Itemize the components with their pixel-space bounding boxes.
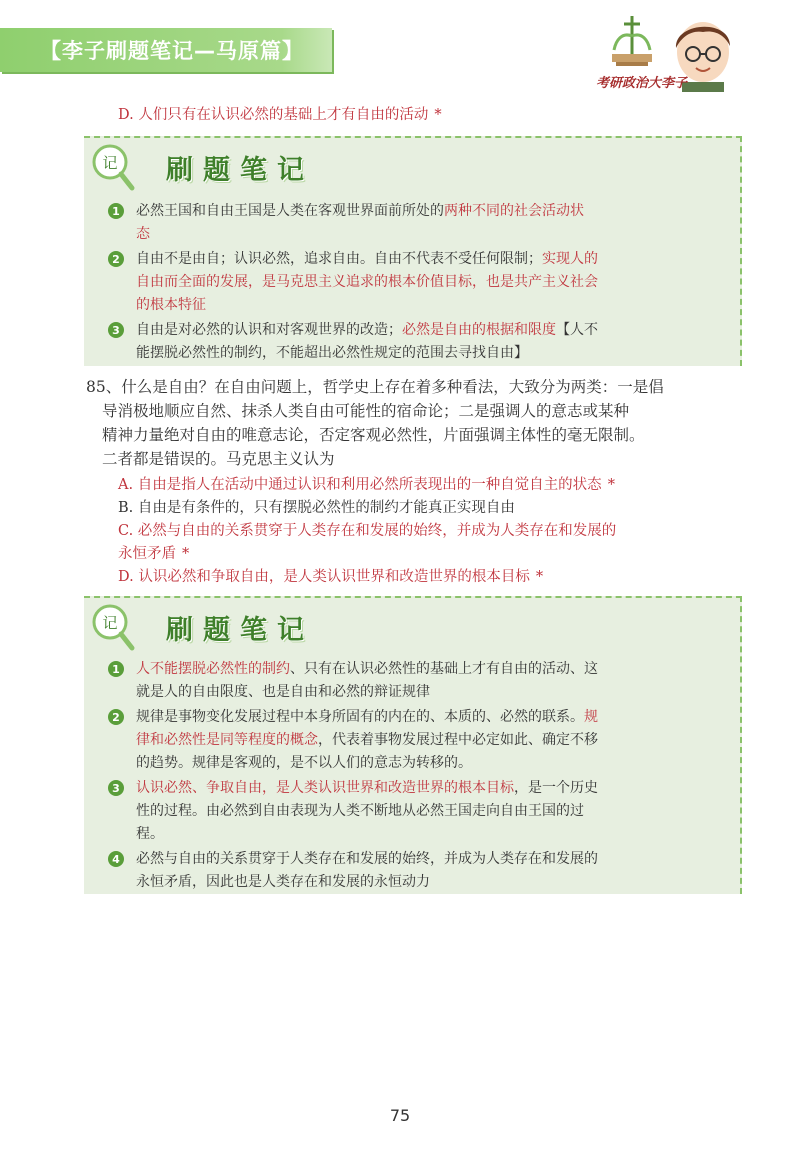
note-text-segment: ，是一个历史 [514,780,598,796]
note-box-1 [84,136,742,366]
q85-stem-line: 85、什么是自由？在自由问题上，哲学史上存在着多种看法，大致分为两类：一是倡 [86,378,664,396]
note-text-segment: ，代表着事物发展过程中必定如此、确定不移 [318,732,598,748]
note-item-line [136,248,598,270]
note-bullet-2: 2 [108,709,124,725]
note-text-segment: 认识必然、争取自由，是人类认识世界和改造世界的根本目标 [136,780,514,796]
answer-star: * [607,477,615,493]
tree-logo-icon [602,10,662,70]
q85-option-d [118,566,543,588]
note-icon-char: 记 [102,614,118,632]
note-item-line [136,729,598,751]
note-item-line [136,200,584,222]
note-bullet-3: 3 [108,322,124,338]
note-item-line [136,752,472,774]
note-bullet-1: 1 [108,661,124,677]
q85-option-c-line1: C. 必然与自由的关系贯穿于人类存在和发展的始终，并成为人类存在和发展的 [118,523,617,539]
q85-option-c-text: 永恒矛盾 [118,546,176,562]
q84-option-d-text: D. 人们只有在认识必然的基础上才有自由的活动 [118,107,429,123]
magnifier-note-icon [88,600,138,654]
note-item-line [136,319,598,341]
note-item-line [136,658,598,680]
page-number: 75 [389,1106,411,1125]
logo-area [596,10,742,98]
note-item-line [136,223,150,245]
note-item-line [136,823,164,845]
note-item-line [136,271,598,293]
note-text-segment: 实现人的 [542,251,598,267]
answer-star: * [182,546,190,562]
note-text-segment: 人不能摆脱必然性的制约 [136,661,290,677]
note-text-segment: 规律是事物变化发展过程中本身所固有的内在的、本质的、必然的联系。 [136,709,584,725]
note-title-row [84,138,740,196]
brand-text: 考研政治大李子 [596,76,688,91]
note-text-segment: 的根本特征 [136,297,206,313]
q85-option-d-text: D. 认识必然和争取自由，是人类认识世界和改造世界的根本目标 [118,569,530,585]
note-text-segment: 性的过程。由必然到自由表现为人类不断地从必然王国走向自由王国的过 [136,803,584,819]
note-text-segment: 规 [584,709,598,725]
q85-stem-line: 导消极地顺应自然、抹杀人类自由可能性的宿命论；二是强调人的意志或某种 [102,402,630,420]
note-icon-char: 记 [102,154,118,172]
note-box-2 [84,596,742,894]
note-title: 刷题笔记 [166,155,314,186]
note-text-segment: 自由而全面的发展，是马克思主义追求的根本价值目标，也是共产主义社会 [136,274,598,290]
note-text-segment: 、只有在认识必然性的基础上才有自由的活动、这 [290,661,598,677]
note-text-segment: 永恒矛盾，因此也是人类存在和发展的永恒动力 [136,874,430,890]
note-item-line [136,681,430,703]
note-item-line [136,871,430,893]
note-bullet-2: 2 [108,251,124,267]
note-item-line [136,706,598,728]
note-item-line [136,342,528,364]
note-text-segment: 自由不是由自；认识必然，追求自由。自由不代表不受任何限制； [136,251,542,267]
answer-star: * [535,569,544,585]
note-text-segment: 【人不 [556,322,598,338]
note-text-segment: 的趋势。规律是客观的，是不以人们的意志为转移的。 [136,755,472,771]
note-bullet-4: 4 [108,851,124,867]
q85-stem-line: 精神力量绝对自由的唯意志论，否定客观必然性，片面强调主体性的毫无限制。 [102,426,645,444]
note-text-segment: 律和必然性是同等程度的概念 [136,732,318,748]
note-text-segment: 程。 [136,826,164,842]
note-title: 刷题笔记 [166,615,314,646]
q85-option-c-line2 [118,543,189,565]
note-text-segment: 必然王国和自由王国是人类在客观世界面前所处的 [136,203,444,219]
note-text-segment: 必然与自由的关系贯穿于人类存在和发展的始终，并成为人类存在和发展的 [136,851,598,867]
q84-option-d [118,104,442,126]
note-item-line [136,777,598,799]
note-item-line [136,848,598,870]
note-text-segment: 必然是自由的根据和限度 [402,322,556,338]
q85-option-b: B. 自由是有条件的，只有摆脱必然性的制约才能真正实现自由 [118,500,515,516]
q85-option-a-text: A. 自由是指人在活动中通过认识和利用必然所表现出的一种自觉自主的状态 [118,477,602,493]
note-text-segment: 能摆脱必然性的制约，不能超出必然性规定的范围去寻找自由】 [136,345,528,361]
magnifier-note-icon [88,140,138,194]
note-text-segment: 自由是对必然的认识和对客观世界的改造； [136,322,402,338]
note-bullet-1: 1 [108,203,124,219]
answer-star: * [434,107,442,123]
q85-stem-line: 二者都是错误的。马克思主义认为 [102,450,335,468]
q85-option-a [118,474,615,496]
note-bullet-3: 3 [108,780,124,796]
note-item-line [136,800,584,822]
note-text-segment: 态 [136,226,150,242]
note-title-row [84,598,740,656]
note-text-segment: 就是人的自由限度、也是自由和必然的辩证规律 [136,684,430,700]
note-text-segment: 两种不同的社会活动状 [444,203,584,219]
header-banner: 【李子刷题笔记—马原篇】 [0,28,332,72]
note-item-line [136,294,206,316]
